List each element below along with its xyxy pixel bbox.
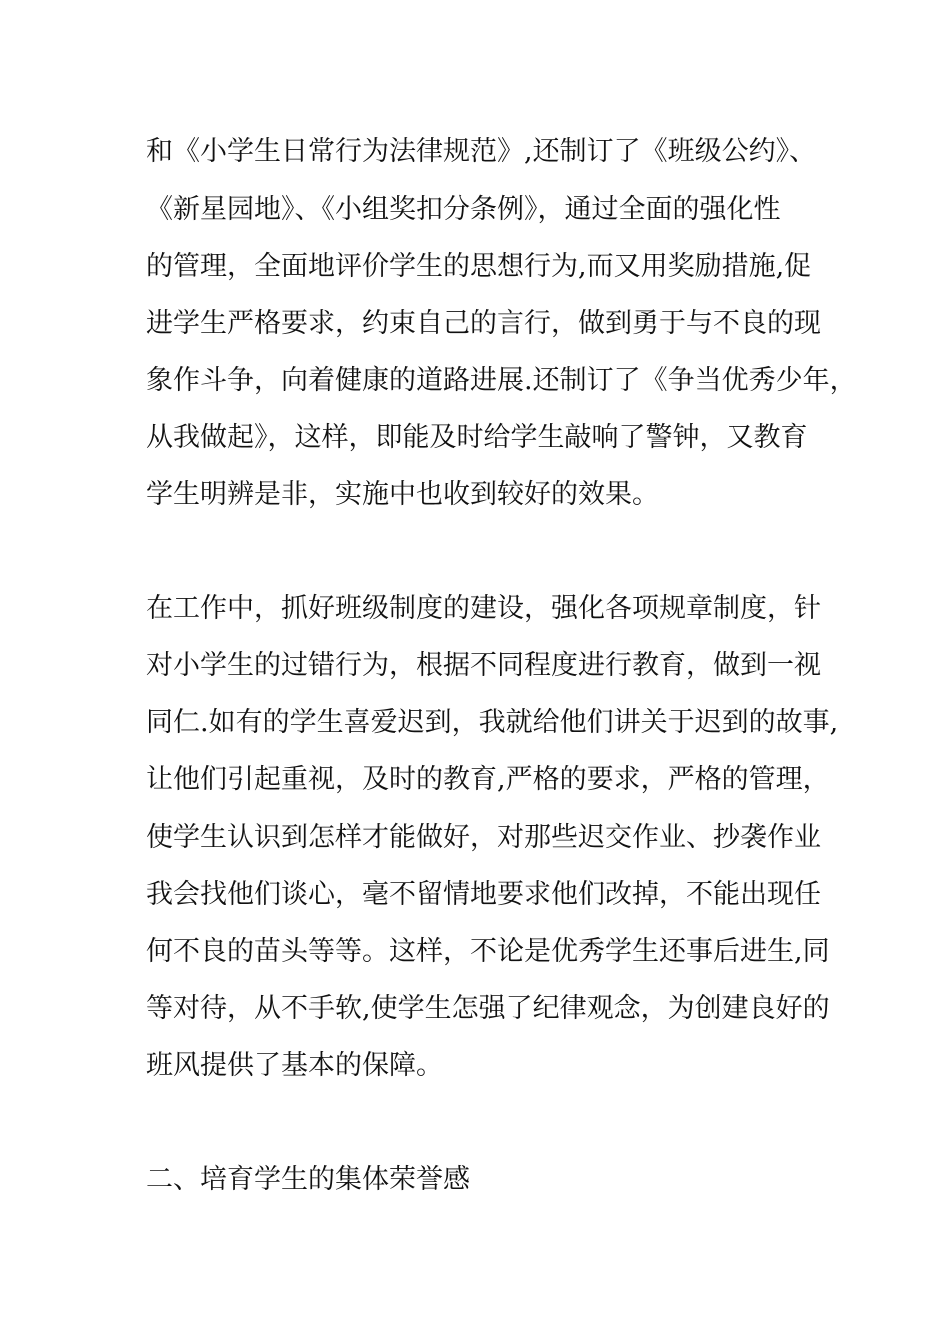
section-heading: 二、培育学生的集体荣誉感 — [146, 1164, 470, 1195]
paragraph-line: 班风提供了基本的保障。 — [146, 1050, 443, 1081]
paragraph-line: 对小学生的过错行为，根据不同程度进行教育，做到一视 — [146, 650, 821, 681]
paragraph-line: 和《小学生日常行为法律规范》,还制订了《班级公约》、 — [146, 136, 817, 167]
paragraph-line: 何不良的苗头等等。这样，不论是优秀学生还事后进生,同 — [146, 936, 830, 967]
paragraph-line: 象作斗争，向着健康的道路进展.还制订了《争当优秀少年， — [146, 365, 857, 396]
paragraph-line: 《新星园地》、《小组奖扣分条例》，通过全面的强化性 — [146, 194, 781, 225]
paragraph-line: 在工作中，抓好班级制度的建设，强化各项规章制度，针 — [146, 593, 821, 624]
paragraph-line: 的管理，全面地评价学生的思想行为,而又用奖励措施,促 — [146, 251, 812, 282]
paragraph-line: 等对待，从不手软,使学生怎强了纪律观念，为创建良好的 — [146, 993, 830, 1024]
paragraph-line: 我会找他们谈心，毫不留情地要求他们改掉，不能出现任 — [146, 879, 821, 910]
paragraph-line: 同仁.如有的学生喜爱迟到，我就给他们讲关于迟到的故事, — [146, 707, 839, 738]
paragraph-line: 使学生认识到怎样才能做好，对那些迟交作业、抄袭作业 — [146, 822, 821, 853]
paragraph-line: 让他们引起重视，及时的教育,严格的要求，严格的管理， — [146, 764, 830, 795]
paragraph-line: 从我做起》，这样，即能及时给学生敲响了警钟，又教育 — [146, 422, 808, 453]
paragraph-line: 进学生严格要求，约束自己的言行，做到勇于与不良的现 — [146, 308, 821, 339]
paragraph-line: 学生明辨是非，实施中也收到较好的效果。 — [146, 479, 659, 510]
